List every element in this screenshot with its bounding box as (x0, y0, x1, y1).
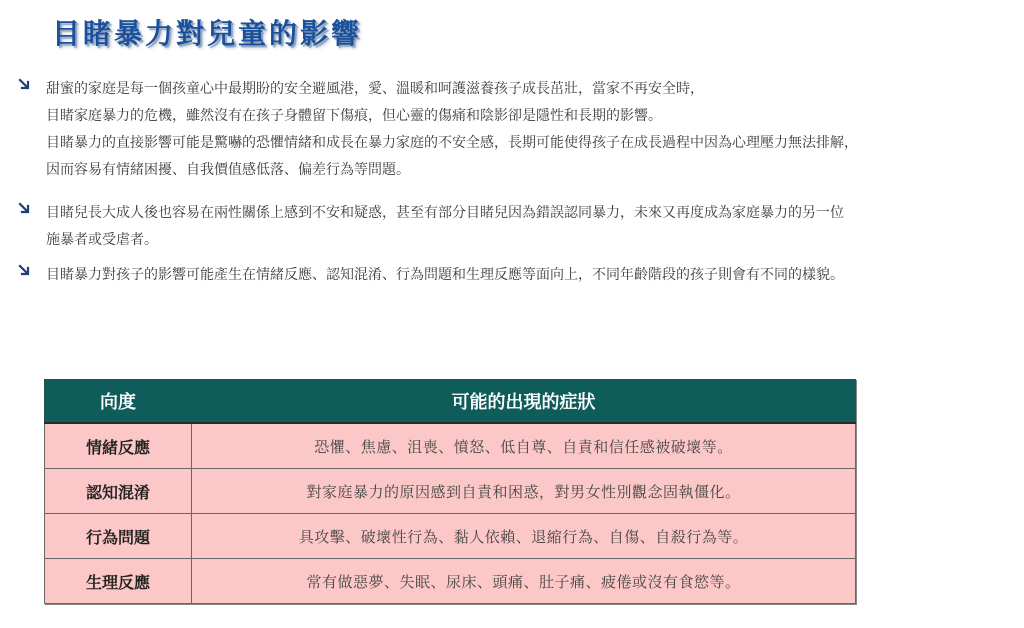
table-cell-symptoms: 對家庭暴力的原因感到自責和困惑，對男女性別觀念固執僵化。 (192, 469, 856, 514)
bullet-text-line: 目睹暴力的直接影響可能是驚嚇的恐懼情緒和成長在暴力家庭的不安全感，長期可能使得孩子在成長過程中因為心理壓力無法排解， (46, 135, 858, 151)
table-row (45, 469, 856, 514)
table-cell-symptoms: 恐懼、焦慮、沮喪、憤怒、低自尊、自責和信任感被破壞等。 (192, 423, 856, 469)
bullet-item (18, 262, 1018, 289)
table-header-row (45, 380, 856, 424)
table-row (45, 559, 856, 604)
table-row (45, 514, 856, 559)
bullet-text-line: 因而容易有情緒困擾、自我價值感低落、偏差行為等問題。 (46, 162, 410, 178)
symptoms-table (44, 379, 856, 604)
table-header-symptoms: 可能的出現的症狀 (192, 380, 856, 424)
bullet-item (18, 200, 1018, 254)
bullet-text-line: 目睹家庭暴力的危機，雖然沒有在孩子身體留下傷痕，但心靈的傷痛和陰影卻是隱性和長期的影響。 (46, 108, 662, 124)
bullet-text-line: 目睹暴力對孩子的影響可能產生在情緒反應、認知混淆、行為問題和生理反應等面向上，不同年齡階段的孩子則會有不同的樣貌。 (46, 267, 844, 283)
table-cell-aspect: 行為問題 (45, 514, 192, 559)
page-title: 目睹暴力對兒童的影響 (52, 17, 363, 50)
arrow-down-right-icon (18, 202, 32, 216)
table-cell-aspect: 情緒反應 (45, 423, 192, 469)
table-cell-symptoms: 具攻擊、破壞性行為、黏人依賴、退縮行為、自傷、自殺行為等。 (192, 514, 856, 559)
bullet-list (18, 76, 1018, 289)
arrow-down-right-icon (18, 78, 32, 92)
table-cell-symptoms: 常有做惡夢、失眠、尿床、頭痛、肚子痛、疲倦或沒有食慾等。 (192, 559, 856, 604)
table-cell-aspect: 認知混淆 (45, 469, 192, 514)
bullet-item (18, 76, 1018, 184)
arrow-down-right-icon (18, 264, 32, 278)
table-header-aspect: 向度 (45, 380, 192, 424)
bullet-text-line: 施暴者或受虐者。 (46, 232, 158, 248)
bullet-text-line: 甜蜜的家庭是每一個孩童心中最期盼的安全避風港，愛、溫暖和呵護滋養孩子成長茁壯，當家不再安全時， (46, 81, 704, 97)
bullet-text-line: 目睹兒長大成人後也容易在兩性關係上感到不安和疑惑，甚至有部分目睹兒因為錯誤認同暴力，未來又再度成為家庭暴力的另一位 (46, 205, 844, 221)
table-row (45, 423, 856, 469)
table-cell-aspect: 生理反應 (45, 559, 192, 604)
